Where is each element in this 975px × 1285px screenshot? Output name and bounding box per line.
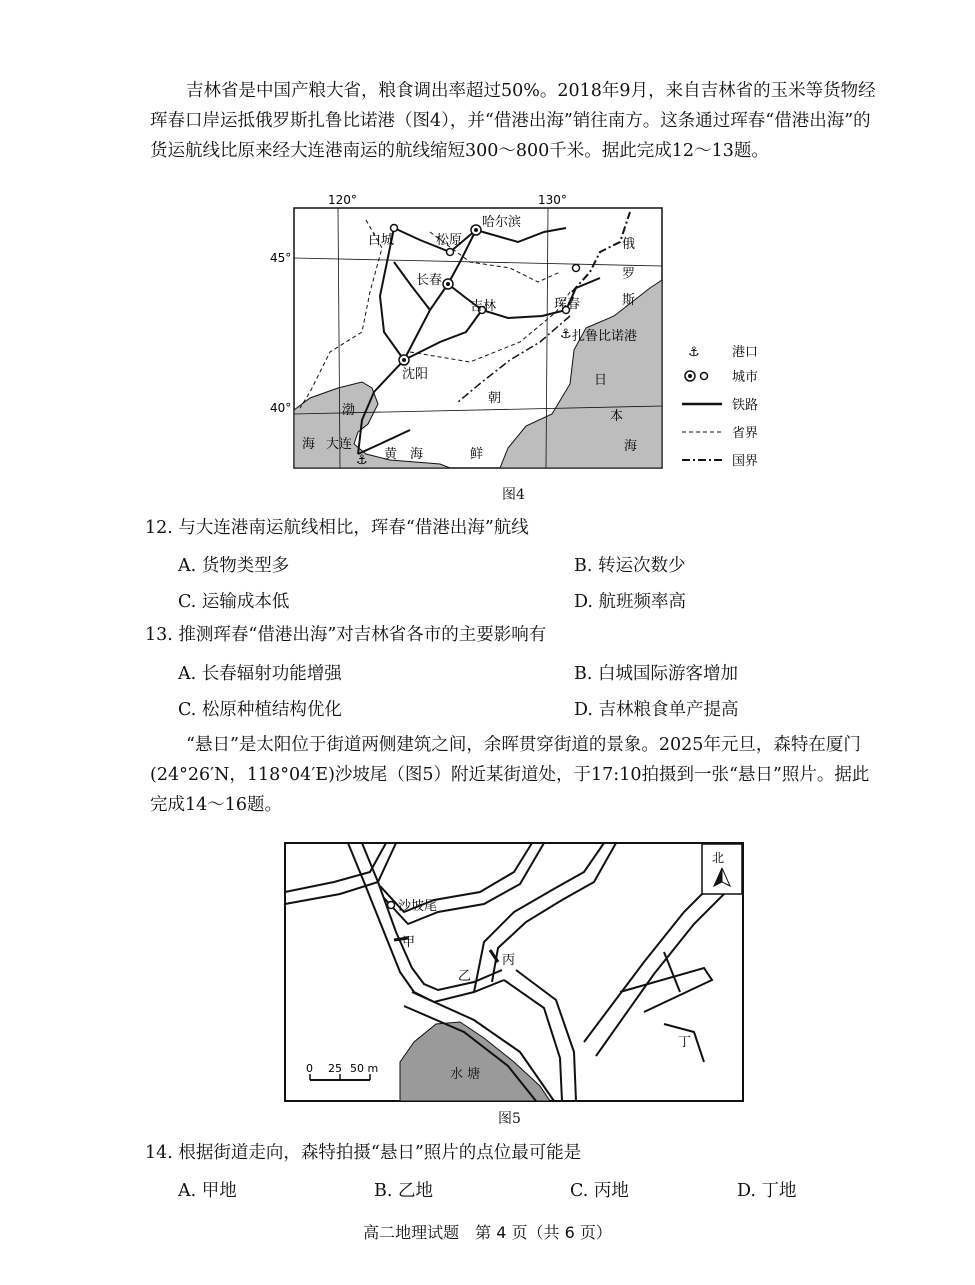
lon-label-120: 120° — [328, 193, 357, 207]
scale-25: 25 — [328, 1062, 342, 1075]
north-label: 北 — [712, 851, 725, 865]
label-shenyang: 沈阳 — [402, 367, 429, 382]
label-port-zarubino: 扎鲁比诺港 — [572, 329, 638, 344]
legend-province: 省界 — [732, 426, 759, 441]
q14-option-b[interactable]: B. 乙地 — [374, 1181, 433, 1201]
q12-option-c[interactable]: C. 运输成本低 — [178, 592, 290, 612]
city-small — [573, 265, 580, 272]
legend-port: 港口 — [732, 345, 759, 360]
svg-text:海: 海 — [624, 439, 638, 454]
lon-label-130: 130° — [538, 193, 567, 207]
question-13-stem: 13. 推测珲春“借港出海”对吉林省各市的主要影响有 — [145, 625, 547, 645]
figure-5-map — [284, 842, 744, 1104]
label-hunchun: 珲春 — [554, 297, 581, 312]
q12-option-b[interactable]: B. 转运次数少 — [574, 556, 686, 576]
q14-option-d[interactable]: D. 丁地 — [737, 1181, 797, 1201]
page-footer: 高二地理试题 第 4 页（共 6 页） — [363, 1223, 612, 1242]
figure-4-caption: 图4 — [502, 487, 525, 503]
svg-text:渤: 渤 — [342, 403, 356, 418]
svg-text:斯: 斯 — [622, 293, 636, 308]
svg-text:黄: 黄 — [384, 447, 398, 462]
label-harbin: 哈尔滨 — [482, 215, 522, 230]
intro-paragraph-2: “悬日”是太阳位于街道两侧建筑之间，余晖贯穿街道的景象。2025年元旦，森特在厦门(24°26′N，118°04′E)沙坡尾（图5）附近某街道处，于17:10拍摄到一张“悬日”照片。据此完成14～16题。 — [150, 735, 870, 815]
figure-4-map — [270, 192, 800, 482]
label-jilin: 吉林 — [470, 299, 497, 314]
svg-text:日: 日 — [594, 373, 608, 388]
q14-option-a[interactable]: A. 甲地 — [178, 1181, 237, 1201]
label-water: 水 塘 — [450, 1067, 481, 1082]
legend-national: 国界 — [732, 454, 759, 469]
svg-text:罗: 罗 — [622, 267, 636, 282]
q13-option-d[interactable]: D. 吉林粮食单产提高 — [574, 700, 739, 720]
svg-text:本: 本 — [610, 409, 624, 424]
label-jia: 甲 — [402, 935, 416, 950]
q13-option-b[interactable]: B. 白城国际游客增加 — [574, 664, 738, 684]
legend-city: 城市 — [732, 370, 759, 385]
label-bing: 丙 — [502, 953, 516, 968]
label-baicheng: 白城 — [368, 233, 395, 248]
q12-option-d[interactable]: D. 航班频率高 — [574, 592, 687, 612]
anchor-icon: ⚓ — [356, 453, 368, 468]
q13-option-c[interactable]: C. 松原种植结构优化 — [178, 700, 342, 720]
q13-option-a[interactable]: A. 长春辐射功能增强 — [178, 664, 342, 684]
anchor-icon: ⚓ — [560, 327, 572, 342]
scale-0: 0 — [306, 1062, 313, 1075]
label-dalian: 大连 — [326, 437, 353, 452]
svg-text:朝: 朝 — [488, 391, 502, 406]
label-shapowei: 沙坡尾 — [398, 899, 438, 914]
city-songyuan — [447, 249, 454, 256]
question-14-stem: 14. 根据街道走向，森特拍摄“悬日”照片的点位最可能是 — [145, 1143, 582, 1163]
lat-label-40: 40° — [270, 401, 292, 415]
legend-rail: 铁路 — [732, 398, 759, 413]
scale-50: 50 m — [350, 1062, 379, 1075]
svg-text:俄: 俄 — [622, 237, 636, 252]
svg-text:鲜: 鲜 — [470, 447, 484, 462]
figure-5-caption: 图5 — [498, 1111, 521, 1127]
svg-text:海: 海 — [302, 437, 316, 452]
label-ding: 丁 — [678, 1035, 692, 1050]
q12-option-a[interactable]: A. 货物类型多 — [178, 556, 290, 576]
q14-option-c[interactable]: C. 丙地 — [570, 1181, 629, 1201]
label-yi: 乙 — [458, 969, 472, 984]
legend-port-icon: ⚓ — [688, 345, 700, 360]
label-songyuan: 松原 — [436, 233, 463, 248]
lat-label-45: 45° — [270, 251, 292, 265]
city-baicheng — [391, 225, 398, 232]
label-changchun: 长春 — [416, 273, 443, 288]
svg-text:海: 海 — [410, 447, 424, 462]
question-12-stem: 12. 与大连港南运航线相比，珲春“借港出海”航线 — [145, 518, 529, 538]
intro-paragraph-1: 吉林省是中国产粮大省，粮食调出率超过50%。2018年9月，来自吉林省的玉米等货物经珲春口岸运抵俄罗斯扎鲁比诺港（图4），并“借港出海”销往南方。这条通过珲春“借港出海”的货运航线比原来经大连港南运的航线缩短300～800千米。据此完成12～13题。 — [150, 81, 876, 161]
